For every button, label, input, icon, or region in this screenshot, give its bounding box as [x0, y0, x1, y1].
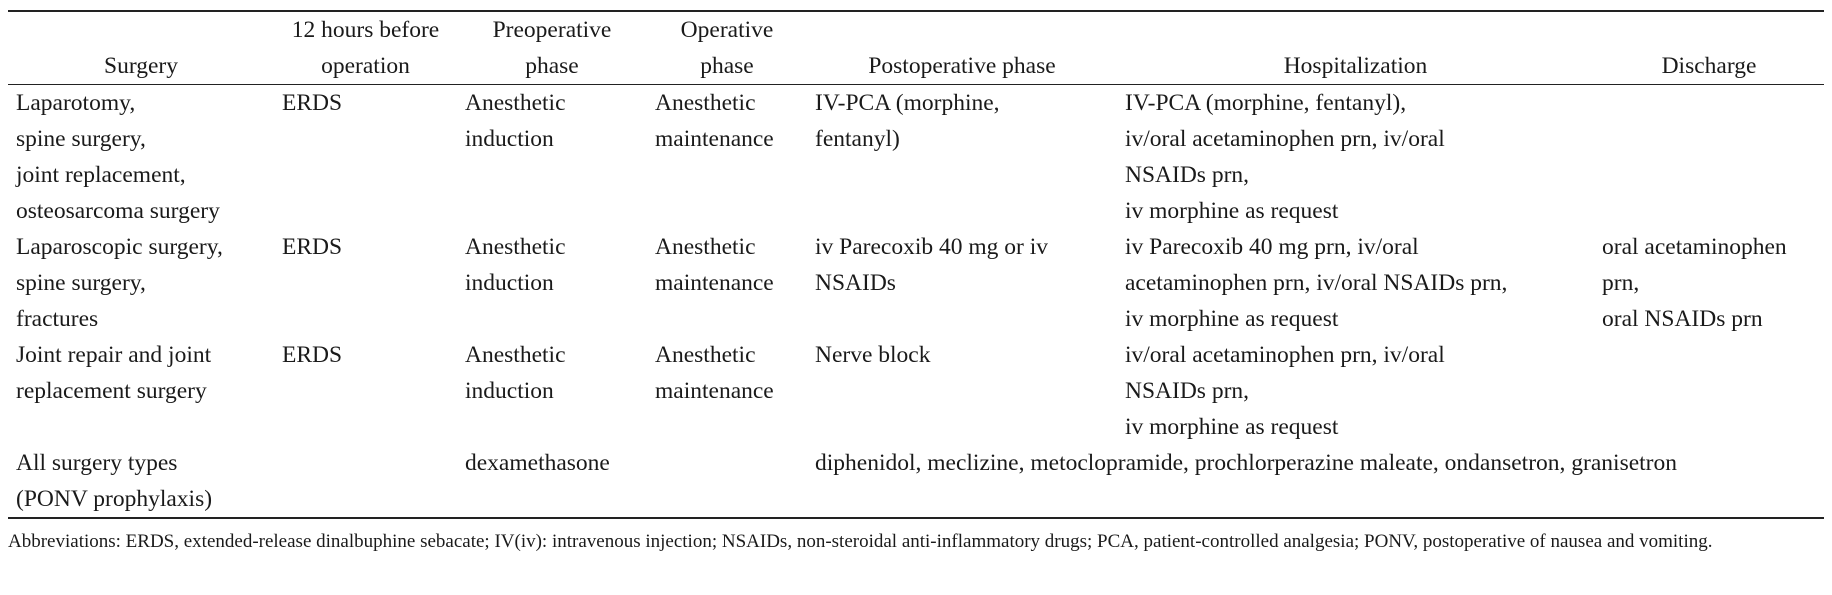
col-header-operative: Operative phase: [680, 17, 774, 79]
cell-preop: dexamethasone: [465, 450, 610, 476]
table-row-ponv: [8, 445, 1824, 518]
col-header-preoperative: Preoperative phase: [492, 17, 612, 79]
cell-discharge: oral acetaminophen prn, oral NSAIDs prn: [1602, 234, 1787, 332]
cell-postop: Nerve block: [815, 342, 931, 368]
cell-surgery: Laparotomy, spine surgery, joint replacement, osteosarcoma surgery: [16, 90, 220, 224]
table-footnote: Abbreviations: ERDS, extended-release dinalbuphine sebacate; IV(iv): intravenous injection; NSAIDs, non-steroidal anti-inflammatory drugs; PCA, patient-controlled analgesia; PONV, postoperative of nausea and vomiting.: [8, 531, 1713, 552]
cell-ponv-antiemetics: diphenidol, meclizine, metoclopramide, prochlorperazine maleate, ondansetron, granisetron: [815, 450, 1677, 476]
cell-preop: Anesthetic induction: [465, 90, 566, 152]
cell-hospitalization: iv/oral acetaminophen prn, iv/oral NSAIDs prn, iv morphine as request: [1125, 342, 1445, 440]
cell-surgery: Joint repair and joint replacement surgery: [16, 342, 212, 404]
cell-discharge: [1594, 85, 1824, 230]
col-header-postoperative: Postoperative phase: [868, 53, 1056, 79]
cell-operative: Anesthetic maintenance: [655, 342, 774, 404]
cell-preop: Anesthetic induction: [465, 234, 566, 296]
cell-postop: IV-PCA (morphine, fentanyl): [815, 90, 1000, 152]
col-header-discharge: Discharge: [1661, 53, 1757, 79]
table-row: [8, 229, 1824, 337]
cell-before-op: [274, 445, 457, 518]
table-container: [8, 10, 1824, 519]
cell-before-op: ERDS: [282, 90, 343, 116]
col-header-surgery: Surgery: [104, 53, 178, 79]
analgesia-protocol-table: [8, 10, 1824, 519]
cell-before-op: ERDS: [282, 234, 343, 260]
cell-surgery: Laparoscopic surgery, spine surgery, fractures: [16, 234, 223, 332]
cell-before-op: ERDS: [282, 342, 343, 368]
table-row: [8, 85, 1824, 230]
cell-operative: Anesthetic maintenance: [655, 234, 774, 296]
table-row: [8, 337, 1824, 445]
header-row: [8, 11, 1824, 85]
col-header-12h-before: 12 hours before operation: [291, 17, 440, 79]
col-header-hospitalization: Hospitalization: [1283, 53, 1428, 79]
cell-surgery: All surgery types (PONV prophylaxis): [16, 450, 213, 512]
cell-discharge: [1594, 337, 1824, 445]
cell-postop: iv Parecoxib 40 mg or iv NSAIDs: [815, 234, 1049, 296]
cell-hospitalization: IV-PCA (morphine, fentanyl), iv/oral acetaminophen prn, iv/oral NSAIDs prn, iv morphine as request: [1125, 90, 1445, 224]
cell-operative: Anesthetic maintenance: [655, 90, 774, 152]
cell-preop: Anesthetic induction: [465, 342, 566, 404]
cell-hospitalization: iv Parecoxib 40 mg prn, iv/oral acetaminophen prn, iv/oral NSAIDs prn, iv morphine as request: [1125, 234, 1508, 332]
cell-operative: [647, 445, 807, 518]
